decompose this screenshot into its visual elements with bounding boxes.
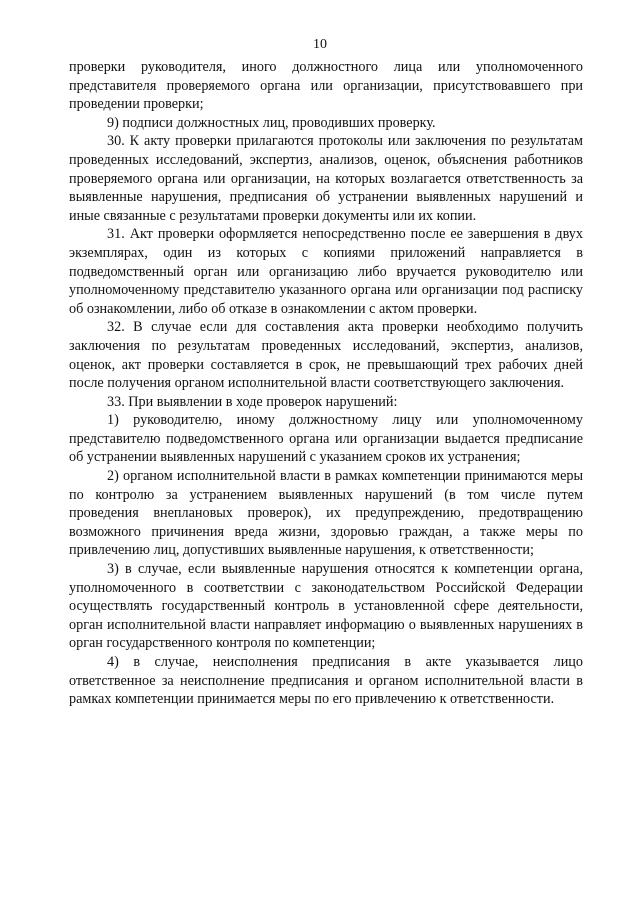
paragraph-clause-32: 32. В случае если для составления акта проверки необходимо получить заключения по результатам проведенных исследований, экспертиз, анализов, оценок, акт проверки составляется в срок, не превышающий трех рабочих дней после получения органом исполнительной власти соответствующего заключения.: [69, 319, 583, 392]
paragraph-clause-33: 33. При выявлении в ходе проверок нарушений:: [107, 393, 398, 410]
paragraph-subitem-2: 2) органом исполнительной власти в рамках компетенции принимаются меры по контролю за устранением выявленных нарушений (в том числе путем проведения внеплановых проверок), их предупреждению, предотвращению возможного причинения вреда жизни, здоровью граждан, а также меры по привлечению лиц, допустивших выявленные нарушения, к ответственности;: [69, 468, 583, 559]
paragraph-item-9: 9) подписи должностных лиц, проводивших проверку.: [107, 114, 436, 131]
paragraph-continuation: проверки руководителя, иного должностного лица или уполномоченного представителя проверяемого органа или организации, присутствовавшего при проведении проверки;: [69, 59, 583, 113]
paragraph-subitem-3: 3) в случае, если выявленные нарушения относятся к компетенции органа, уполномоченного в соответствии с законодательством Российской Федерации осуществлять государственный контроль в установленной сфере деятельности, орган исполнительной власти направляет информацию о выявленных нарушениях в орган государственного контроля по компетенции;: [69, 561, 583, 652]
paragraph-subitem-4: 4) в случае, неисполнения предписания в акте указывается лицо ответственное за неисполнение предписания и органом исполнительной власти в рамках компетенции принимается меры по его привлечению к ответственности.: [69, 654, 583, 708]
paragraph-clause-30: 30. К акту проверки прилагаются протоколы или заключения по результатам проведенных исследований, экспертиз, анализов, оценок, объяснения работников проверяемого органа или организации, на которых возлагается ответственность за выявленные нарушения, предписания об устранении выявленных нарушений и иные связанные с результатами проверки документы или их копии.: [69, 133, 583, 224]
page-number: 10: [313, 37, 327, 52]
paragraph-clause-31: 31. Акт проверки оформляется непосредственно после ее завершения в двух экземплярах, один из которых с копиями приложений направляется в подведомственный орган или организацию либо вручается руководителю или уполномоченному представителю указанного органа или организации под расписку об ознакомлении, либо об отказе в ознакомлении с актом проверки.: [69, 226, 583, 317]
paragraph-subitem-1: 1) руководителю, иному должностному лицу или уполномоченному представителю подведомственного органа или организации выдается предписание об устранении выявленных нарушений с указанием сроков их устранения;: [69, 412, 583, 466]
document-body: [69, 58, 583, 709]
